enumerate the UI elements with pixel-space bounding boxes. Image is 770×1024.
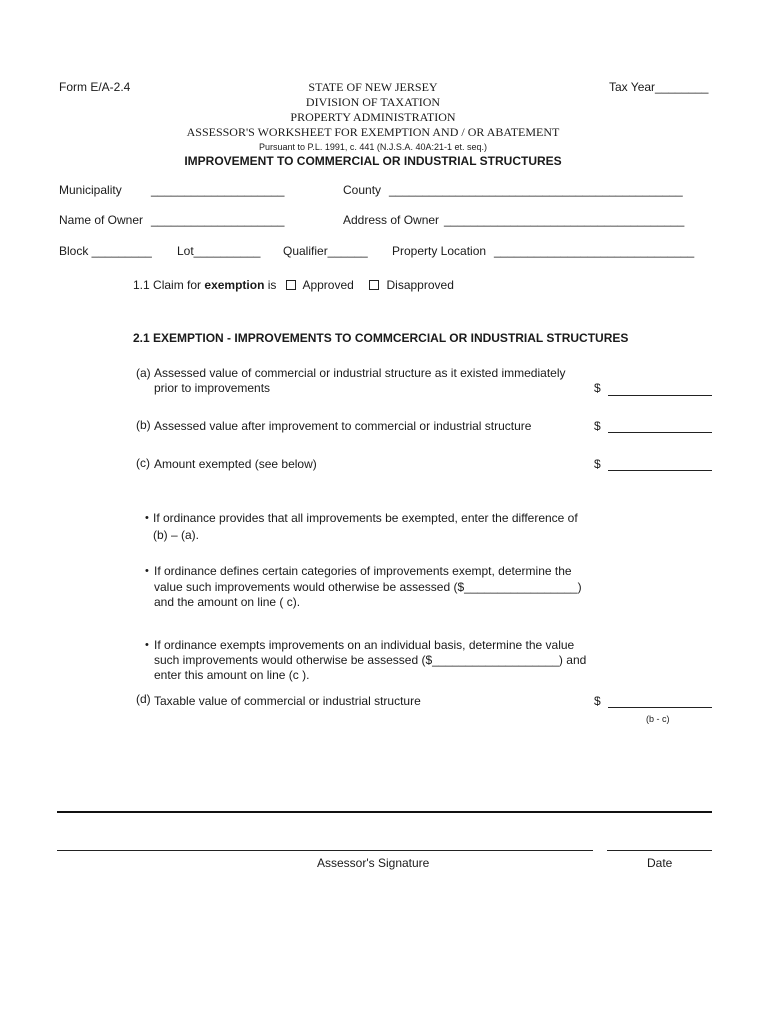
bullet-3-line-3: enter this amount on line (c ). [154,668,310,682]
tax-year-field[interactable]: Tax Year________ [609,80,709,94]
section-number: 2.1 [133,331,150,345]
disapproved-label: Disapproved [386,278,454,292]
line-b-label: (b) [136,418,151,432]
line-d-amount-field[interactable] [608,707,712,708]
state-heading: STATE OF NEW JERSEY [308,80,438,94]
division-heading: DIVISION OF TAXATION [305,95,441,109]
claim-text-pre: Claim for [153,278,202,292]
approved-label: Approved [302,278,354,292]
line-d-dollar: $ [594,694,601,708]
pursuant-note: Pursuant to P.L. 1991, c. 441 (N.J.S.A. 40A:21-1 et. seq.) [259,142,487,152]
line-a-text-2: prior to improvements [154,381,271,395]
bullet-3-line-1: If ordinance exempts improvements on an individual basis, determine the value [154,638,575,652]
line-b-dollar: $ [594,419,601,433]
address-label: Address of Owner [343,213,440,227]
administration-heading: PROPERTY ADMINISTRATION [290,110,456,124]
assessor-signature-field[interactable] [57,850,593,851]
line-a-text-1: Assessed value of commercial or industrial structure as it existed immediately [154,366,566,380]
block-field[interactable]: Block _________ [59,244,152,258]
bullet-2-line-1: If ordinance defines certain categories of improvements exempt, determine the [154,564,572,578]
line-c-label: (c) [136,456,150,470]
form-title: IMPROVEMENT TO COMMERCIAL OR INDUSTRIAL STRUCTURES [184,154,562,168]
municipality-field[interactable]: ____________________ [151,183,285,197]
bullet-1-line-1: If ordinance provides that all improvements be exempted, enter the difference of [153,511,578,525]
section-divider [57,811,712,813]
claim-text-bold: exemption [204,278,265,292]
bullet-1-line-2: (b) – (a). [153,528,200,542]
owner-label: Name of Owner [59,213,144,227]
bullet-1-glyph: • [145,512,149,524]
bullet-2-glyph: • [145,565,149,577]
approved-checkbox[interactable] [286,280,296,290]
section-title: EXEMPTION - IMPROVEMENTS TO COMMCERCIAL OR INDUSTRIAL STRUCTURES [153,331,629,345]
line-c-dollar: $ [594,457,601,471]
bullet-3-line-2: such improvements would otherwise be assessed ($___________________) and [154,653,587,667]
municipality-label: Municipality [59,183,122,197]
disapproved-checkbox[interactable] [369,280,379,290]
form-id: Form E/A-2.4 [59,80,131,94]
qualifier-field[interactable]: Qualifier______ [283,244,368,258]
assessor-signature-label: Assessor's Signature [317,856,430,870]
section-heading [133,331,628,345]
claim-number: 1.1 [133,278,150,292]
line-b-amount-field[interactable] [608,432,712,433]
address-field[interactable]: ____________________________________ [444,213,685,227]
line-d-text: Taxable value of commercial or industrial structure [154,694,421,708]
date-label: Date [647,856,673,870]
line-a-label: (a) [136,366,151,380]
line-c-text: Amount exempted (see below) [154,457,317,471]
worksheet-heading: ASSESSOR'S WORKSHEET FOR EXEMPTION AND / OR ABATEMENT [186,125,560,139]
bullet-2-line-3: and the amount on line ( c). [154,595,301,609]
line-d-label: (d) [136,692,151,706]
county-field[interactable]: ____________________________________________ [389,183,683,197]
line-c-amount-field[interactable] [608,470,712,471]
claim-text-post: is [267,278,277,292]
line-a-dollar: $ [594,381,601,395]
lot-field[interactable]: Lot__________ [177,244,261,258]
property-location-field[interactable]: ______________________________ [494,244,695,258]
bullet-3-glyph: • [145,639,149,651]
line-a-amount-field[interactable] [608,395,712,396]
claim-row [133,278,454,292]
date-field[interactable] [607,850,712,851]
bullet-2-line-2: value such improvements would otherwise be assessed ($_________________) [154,580,582,594]
property-location-label: Property Location [392,244,487,258]
line-b-text: Assessed value after improvement to commercial or industrial structure [154,419,532,433]
owner-field[interactable]: ____________________ [151,213,285,227]
line-d-note: (b - c) [646,714,670,724]
county-label: County [343,183,382,197]
